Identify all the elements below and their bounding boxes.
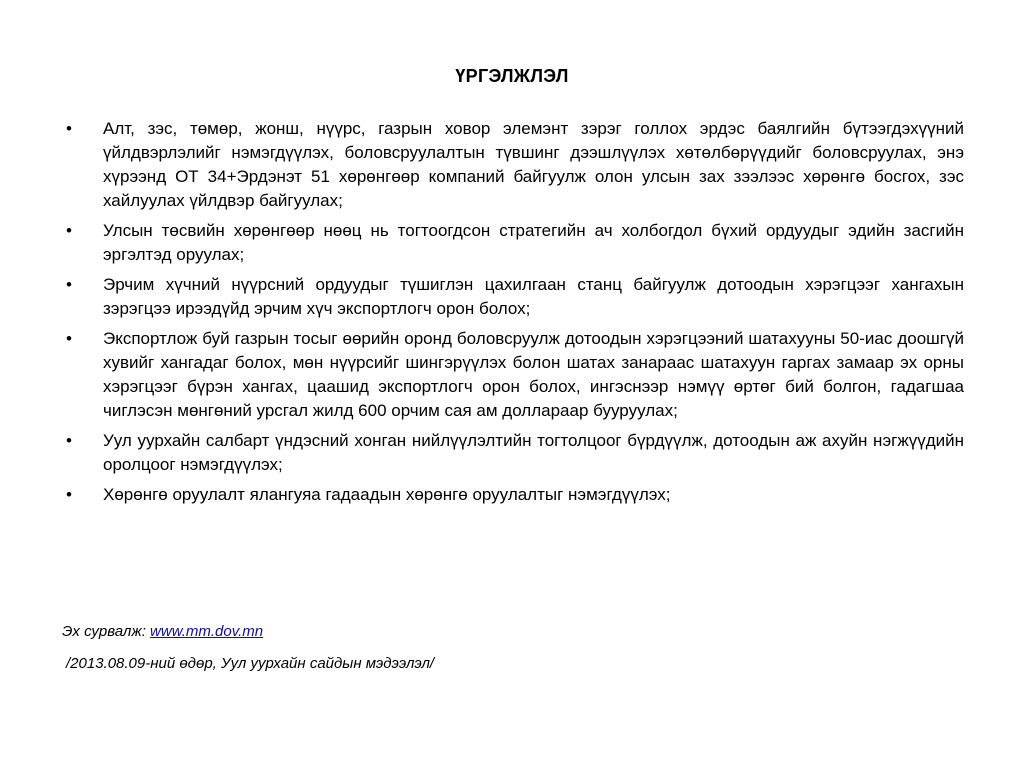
list-item: [66, 327, 964, 423]
list-item-text: Экспортлож буй газрын тосыг өөрийн оронд боловсруулж дотоодын хэрэгцээний шатахууны 50-иас доошгүй хувийг хангадаг болох, мөн нүүрсийг шингэрүүлэх болон шатах занараас шатахуун гаргах замаар эх орны хэрэгцээг бүрэн хангах, цаашид экспортлогч орон болох, ингэснээр нэмүү өртөг бий болгон, гадагшаа чиглэсэн мөнгөний урсгал жилд 600 орчим сая ам доллараар бууруулах;: [103, 329, 964, 420]
list-item: [66, 483, 964, 507]
source-line: [62, 621, 263, 643]
source-date-note: /2013.08.09-ний өдөр, Уул уурхайн сайдын мэдээлэл/: [66, 655, 435, 672]
bullet-icon: •: [66, 275, 72, 294]
bullet-list: [66, 117, 964, 513]
bullet-icon: •: [66, 485, 72, 504]
list-item-text: Улсын төсвийн хөрөнгөөр нөөц нь тогтоогдсон стратегийн ач холбогдол бүхий ордуудыг эдийн засгийн эргэлтэд оруулах;: [103, 221, 964, 264]
list-item-text: Хөрөнгө оруулалт ялангуяа гадаадын хөрөнгө оруулалтыг нэмэгдүүлэх;: [103, 485, 671, 504]
slide-title: ҮРГЭЛЖЛЭЛ: [455, 66, 569, 86]
list-item: [66, 117, 964, 213]
list-item-text: Эрчим хүчний нүүрсний ордуудыг түшиглэн цахилгаан станц байгуулж дотоодын хэрэгцээг хангахын зэрэгцээ ирээдүйд эрчим хүч экспортлогч орон болох;: [103, 275, 964, 318]
list-item: [66, 273, 964, 321]
source-link[interactable]: www.mm.dov.mn: [150, 623, 264, 640]
list-item-text: Уул уурхайн салбарт үндэсний хонган нийлүүлэлтийн тогтолцоог бүрдүүлж, дотоодын аж ахуйн нэгжүүдийн оролцоог нэмэгдүүлэх;: [103, 431, 964, 474]
bullet-icon: •: [66, 431, 72, 450]
list-item-text: Алт, зэс, төмөр, жонш, нүүрс, газрын ховор элемэнт зэрэг голлох эрдэс баялгийн бүтээгдэхүүний үйлдвэрлэлийг нэмэгдүүлэх, боловсруулалтын түвшинг дээшлүүлэх хөтөлбөрүүдийг боловсруулах, энэ хүрээнд ОТ 34+Эрдэнэт 51 хөрөнгөөр компаний байгуулж олон улсын зах зээлээс хөрөнгө босгох, зэс хайлуулах үйлдвэр байгуулах;: [103, 119, 964, 210]
source-label: Эх сурвалж:: [62, 623, 151, 640]
bullet-icon: •: [66, 329, 72, 348]
list-item: [66, 429, 964, 477]
bullet-icon: •: [66, 221, 72, 240]
bullet-icon: •: [66, 119, 72, 138]
list-item: [66, 219, 964, 267]
